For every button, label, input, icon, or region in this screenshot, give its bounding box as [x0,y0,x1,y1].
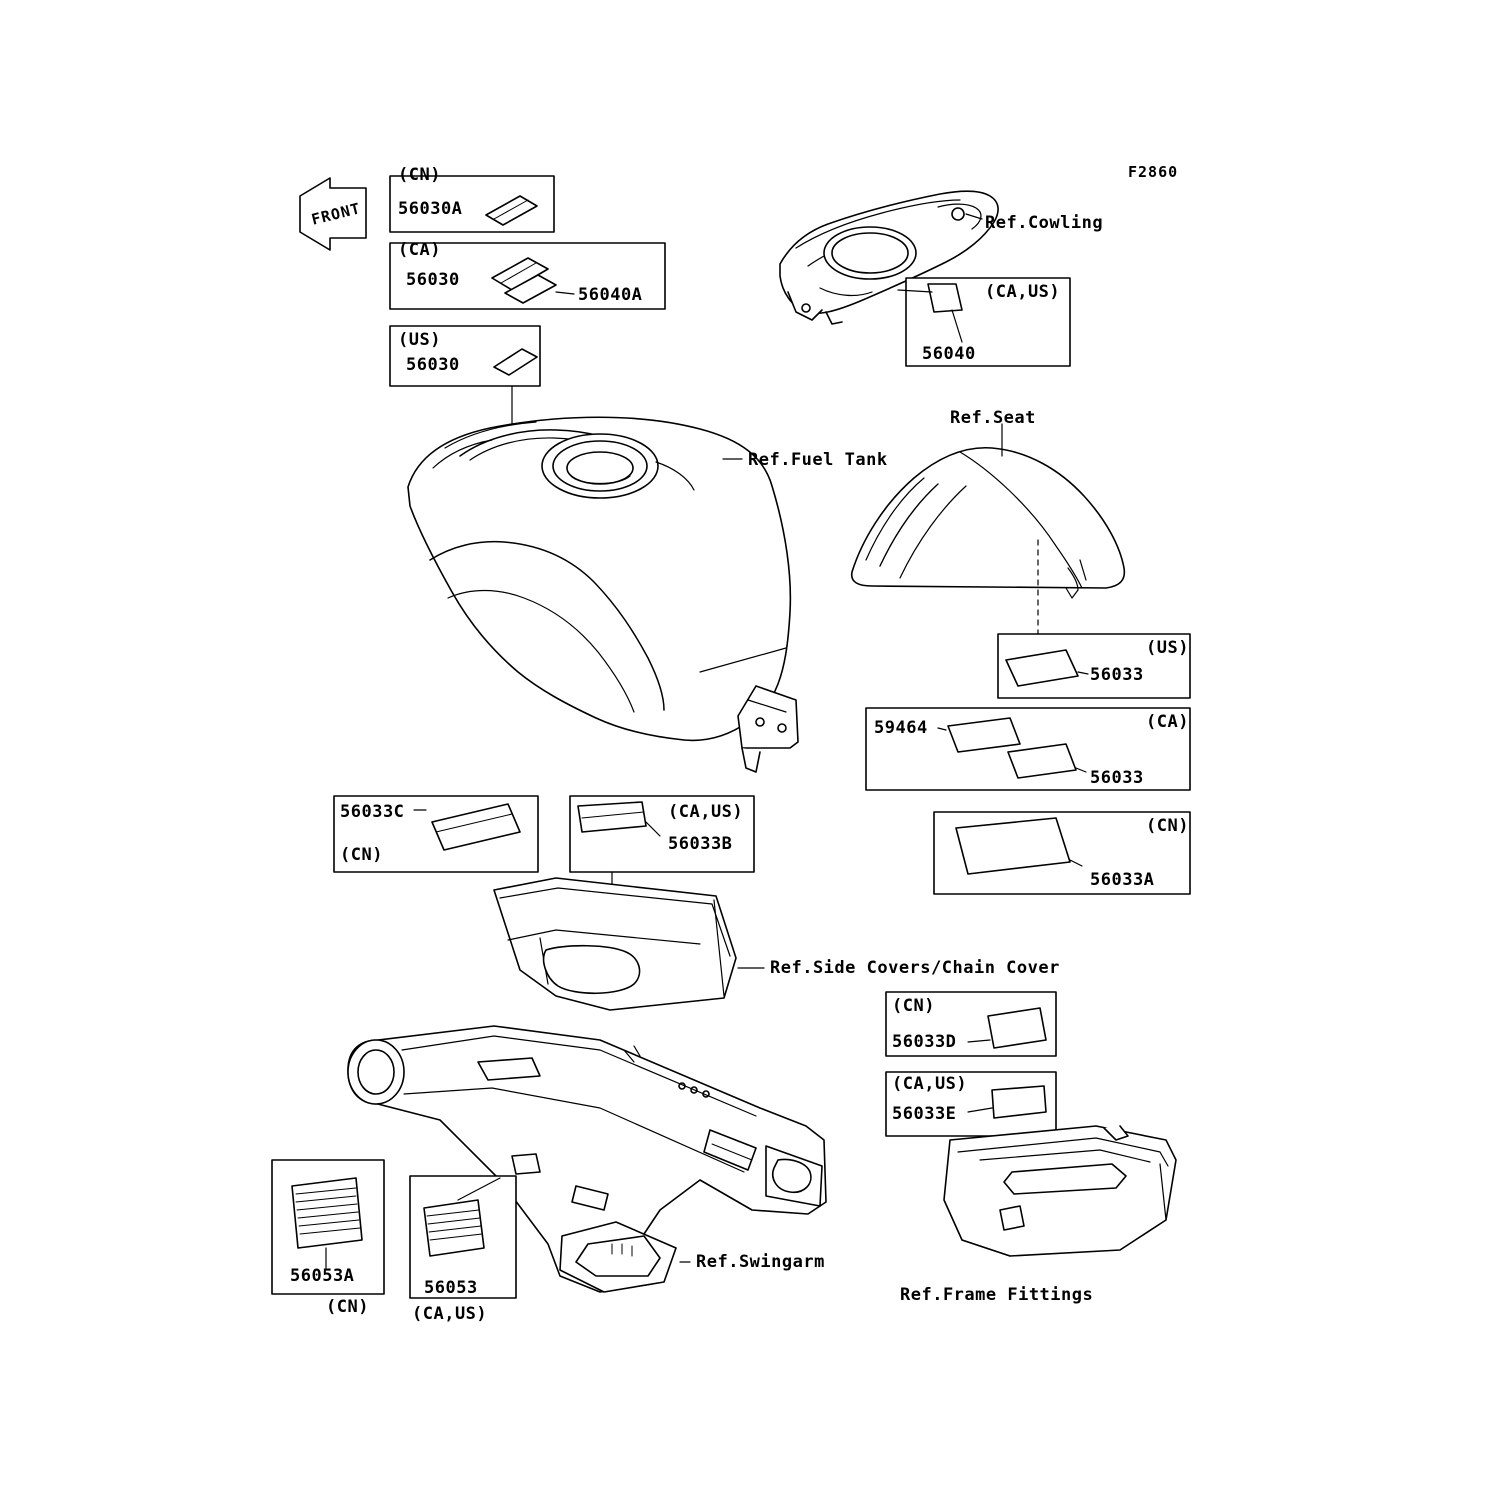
part-number-56030a: 56030A [398,199,463,219]
region-label-cn-56053a: (CN) [326,1297,369,1317]
region-label-ca-us-56040: (CA,US) [985,282,1061,302]
region-label-cn-56033a: (CN) [1146,816,1189,836]
part-number-56033b: 56033B [668,834,733,854]
part-number-56033-us: 56033 [1090,665,1144,685]
part-number-56053a: 56053A [290,1266,355,1286]
region-label-us-56030: (US) [398,330,441,350]
ref-side-covers-label: Ref.Side Covers/Chain Cover [770,958,1060,978]
part-number-56033e: 56033E [892,1104,957,1124]
region-label-us-56033: (US) [1146,638,1189,658]
part-number-56040a: 56040A [578,285,643,305]
part-number-56030-us: 56030 [406,355,460,375]
region-label-ca-us-56053: (CA,US) [412,1304,488,1324]
region-label-cn-56030a: (CN) [398,165,441,185]
region-label-ca-56033: (CA) [1146,712,1189,732]
part-number-56033c: 56033C [340,802,405,822]
front-arrow-label: FRONT [309,199,363,229]
ref-fuel-tank-label: Ref.Fuel Tank [748,450,888,470]
region-label-ca-us-56033e: (CA,US) [892,1074,968,1094]
part-number-56040: 56040 [922,344,976,364]
region-label-ca-us-56033b: (CA,US) [668,802,744,822]
part-number-56030-ca: 56030 [406,270,460,290]
region-label-cn-56033d: (CN) [892,996,935,1016]
region-label-ca-56030: (CA) [398,240,441,260]
part-number-59464: 59464 [874,718,928,738]
sheet-code: F2860 [1128,163,1179,181]
part-number-56053: 56053 [424,1278,478,1298]
ref-swingarm-label: Ref.Swingarm [696,1252,825,1272]
region-label-cn-56033c: (CN) [340,845,383,865]
ref-seat-label: Ref.Seat [950,408,1036,428]
part-number-56033a: 56033A [1090,870,1155,890]
ref-cowling-label: Ref.Cowling [985,213,1104,233]
ref-frame-fittings-label: Ref.Frame Fittings [900,1285,1094,1305]
part-number-56033-ca: 56033 [1090,768,1144,788]
part-number-56033d: 56033D [892,1032,957,1052]
